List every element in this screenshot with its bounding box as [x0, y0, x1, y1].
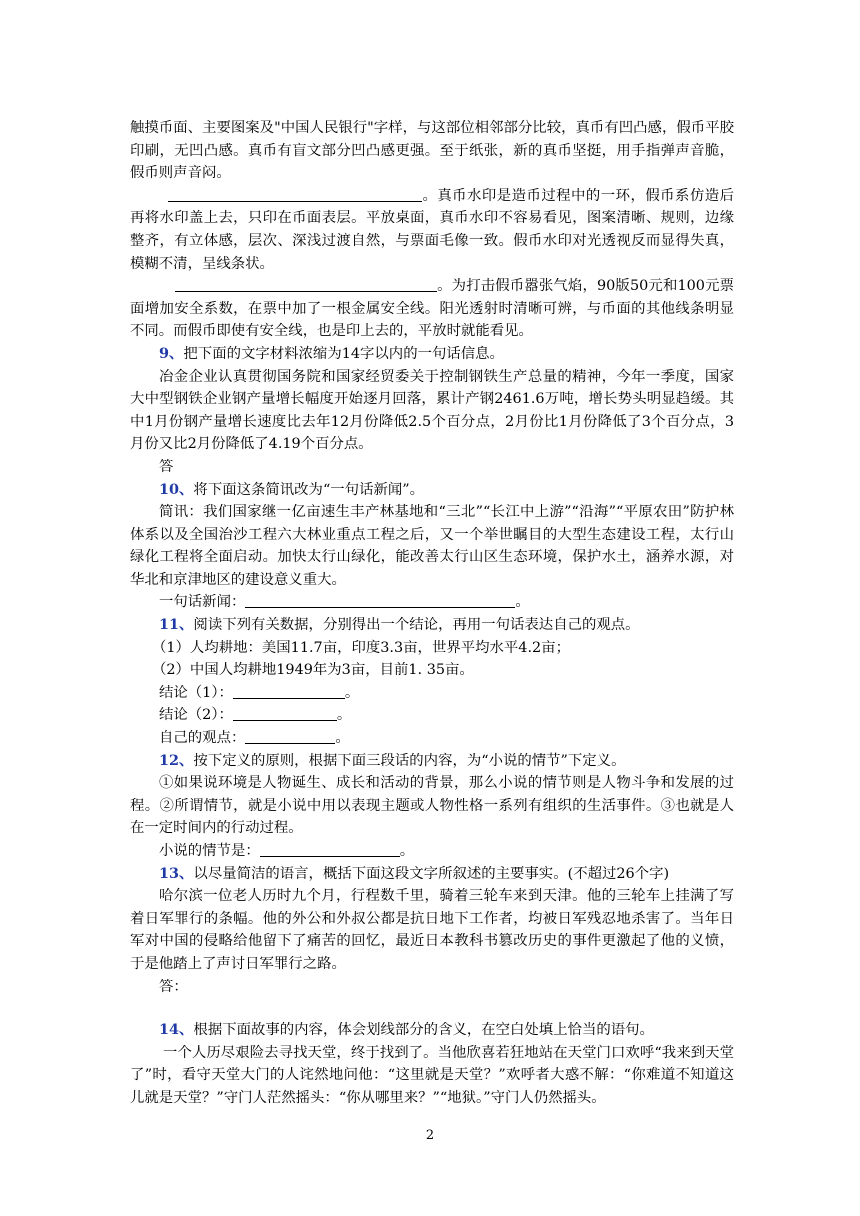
question-prompt: 将下面这条简讯改为“一句话新闻”。: [193, 481, 424, 498]
paragraph-coin-touch: 触摸币面、主要图案及"中国人民银行"字样，与这部位相邻部分比较，真币有凹凸感，假币平胶印刷，无凹凸感。真币有盲文部分凹凸感更强。至于纸张，新的真币坚挺，用手指弹声音脆，假币则声音闷。: [130, 120, 734, 182]
question-9-heading: [130, 343, 734, 366]
question-11-conclusion-1: [130, 682, 734, 705]
question-9-text: 冶金企业认真贯彻国务院和国家经贸委关于控制钢铁生产总量的精神，今年一季度，国家大中型钢铁企业钢产量增长幅度开始逐月回落，累计产钢2461.6万吨，增长势头明显趋缓。其中1月份钢产量增长速度比去年12月份降低2.5个百分点，2月份比1月份降低了3个百分点，3月份又比2月份降低了4.19个百分点。: [130, 368, 734, 453]
fill-blank-definition[interactable]: [260, 840, 400, 857]
fill-blank-news[interactable]: [245, 591, 515, 608]
question-number: 12、: [159, 751, 194, 769]
fill-blank-2[interactable]: [175, 275, 437, 292]
question-11-conclusion-2: [130, 704, 734, 727]
question-number: 9、: [159, 344, 184, 362]
answer-end: 。: [399, 843, 415, 859]
answer-end: 。: [344, 684, 360, 701]
question-14-text: 一个人历尽艰险去寻找天堂，终于找到了。当他欣喜若狂地站在天堂门口欢呼“我来到天堂了”时，看守天堂大门的人诧然地问他：“这里就是天堂？”欢呼者大惑不解：“你难道不知道这儿就是天堂？”守门人茫然摇头：“你从哪里来？”“地狱。”守门人仍然摇头。: [130, 1044, 734, 1106]
answer-end: 。: [335, 730, 350, 747]
paragraph-security-text: 。为打击假币嚣张气焰，90版50元和100元票面增加安全系数，在票中加了一根金属安全线。阳光透射时清晰可辨，与币面的其他线条明显不同。而假币即使有安全线，也是印上去的，平放时就能看见。: [130, 278, 734, 340]
answer-label: 结论（1）：: [159, 684, 233, 701]
answer-label: 一句话新闻：: [159, 594, 246, 611]
answer-label: 自己的观点：: [159, 730, 246, 747]
question-13-text: 哈尔滨一位老人历时九个月，行程数千里，骑着三轮车来到天津。他的三轮车上挂满了写着日军罪行的条幅。他的外公和外叔公都是抗日地下工作者，均被日军残忍地杀害了。当年日军对中国的侵略给他留下了痛苦的回忆，最近日本教科书篡改历史的事件更激起了他的义愤，于是他踏上了声讨日军罪行之路。: [130, 888, 734, 972]
question-prompt: 以尽量简洁的语言，概括下面这段文字所叙述的主要事实。(不超过26个字): [193, 865, 670, 882]
document-body: [130, 117, 734, 1110]
question-11-data-1: （1）人均耕地：美国11.7亩，印度3.3亩，世界平均水平4.2亩；: [152, 639, 570, 656]
answer-label: 结论（2）：: [159, 707, 233, 724]
page-number: 2: [425, 1128, 435, 1143]
question-number: 13、: [159, 864, 194, 882]
question-10-text: 简讯：我们国家继一亿亩速生丰产林基地和“三北”“长江中上游”“沿海”“平原农田”防护林体系以及全国治沙工程六大林业重点工程之后，又一个举世瞩目的大型生态建设工程，太行山绿化工程将全面启动。加快太行山绿化，能改善太行山区生态环境，保护水土，涵养水源，对华北和京津地区的建设意义重大。: [130, 504, 734, 588]
question-number: 14、: [159, 1021, 194, 1039]
question-12-text: ①如果说环境是人物诞生、成长和活动的背景，那么小说的情节则是人物斗争和发展的过程。②所谓情节，就是小说中用以表现主题或人物性格一系列有组织的生活事件。③也就是人在一定时间内的行动过程。: [130, 775, 734, 837]
question-11-data-2: （2）中国人均耕地1949年为3亩，目前1. 35亩。: [152, 662, 474, 679]
question-prompt: 阅读下列有关数据，分别得出一个结论，再用一句话表达自己的观点。: [193, 617, 640, 634]
question-9-answer-label: 答: [159, 458, 174, 475]
question-10-heading: [130, 479, 734, 502]
paragraph-watermark: [130, 185, 734, 275]
fill-blank-opinion[interactable]: [245, 727, 335, 744]
fill-blank-conclusion-1[interactable]: [233, 682, 345, 699]
question-11-heading: [130, 614, 734, 637]
question-12-answer: [130, 840, 734, 863]
paragraph-security-thread: [130, 275, 734, 343]
answer-end: 。: [515, 594, 530, 611]
question-11-opinion: [130, 727, 734, 750]
question-13-heading: [130, 863, 734, 886]
fill-blank-conclusion-2[interactable]: [233, 704, 337, 721]
spacer: [130, 998, 734, 1019]
question-13-answer-label: 答：: [159, 978, 188, 995]
question-number: 11、: [159, 616, 194, 634]
fill-blank-1[interactable]: [168, 185, 422, 202]
answer-end: 。: [336, 707, 352, 724]
question-prompt: 把下面的文字材料浓缩为14字以内的一句话信息。: [183, 345, 504, 362]
question-10-answer: [130, 591, 734, 614]
answer-label: 小说的情节是：: [159, 843, 260, 859]
question-12-heading: [130, 750, 734, 773]
question-prompt: 根据下面故事的内容，体会划线部分的含义，在空白处填上恰当的语句。: [193, 1022, 654, 1039]
question-prompt: 按下定义的原则，根据下面三段话的内容，为“小说的情节”下定义。: [193, 752, 626, 769]
question-14-heading: [130, 1019, 734, 1042]
paragraph-watermark-text: 。真币水印是造币过程中的一环，假币系仿造后再将水印盖上去，只印在币面表层。平放桌面，真币水印不容易看见，图案清晰、规则，边缘整齐，有立体感，层次、深浅过渡自然，与票面毛像一致。假币水印对光透视反而显得失真，模糊不清，呈线条状。: [130, 187, 734, 272]
question-number: 10、: [159, 480, 194, 498]
